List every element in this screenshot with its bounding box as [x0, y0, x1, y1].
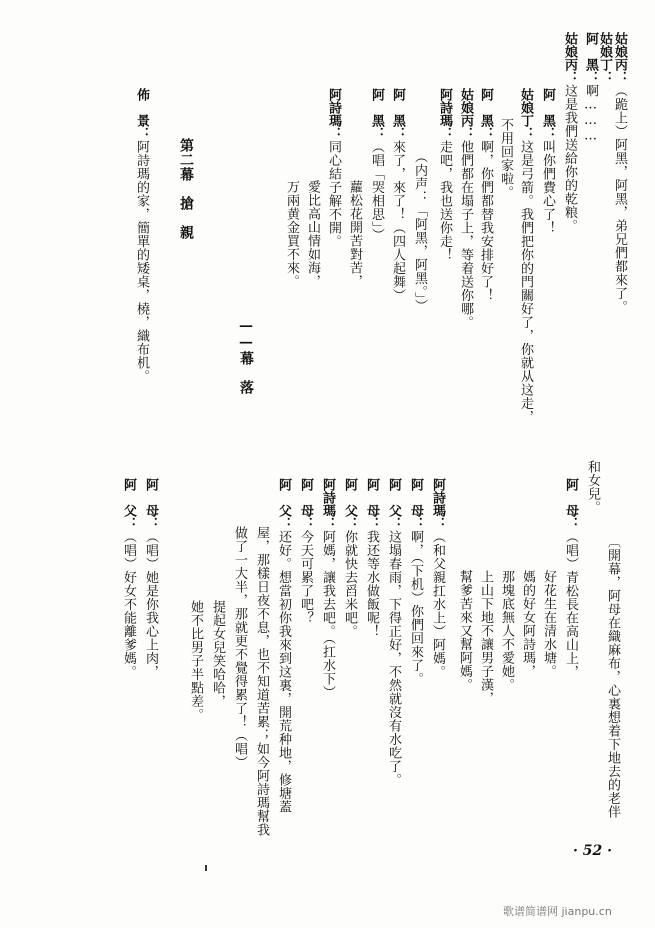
top-line-2: 姑娘丁： — [597, 32, 612, 84]
top-line-15: 阿詩瑪：同心結子解不開。 — [326, 88, 341, 248]
watermark-text: 歌谱简谱网 jianpu.cn — [503, 905, 612, 918]
bottom-line-7: 阿詩瑪：（和父親扛水上）阿媽。 — [430, 478, 445, 679]
bottom-line-1: 阿 母：（唱）青松長在高山上， — [563, 478, 578, 679]
top-line-1: 姑娘丙：（跪上）阿黑，阿黑，弟兄們都來了。 — [612, 32, 627, 314]
bottom-line-16: 做了一大半，那就更不覺得累了！（唱） — [232, 526, 247, 769]
bottom-line-18: 她不比男子半點差。 — [188, 600, 203, 722]
stage-direction-2: 和女兒。 — [585, 460, 600, 514]
bottom-line-9: 阿 父：这塌春雨，下得正好，不然就沒有水吃了。 — [386, 478, 401, 787]
setting-text: 佈 景：阿詩瑪的家，簡單的矮桌，橈，織布机。 — [134, 88, 149, 383]
bottom-line-6: 幫爹苦來又幫阿媽。 — [457, 570, 472, 692]
bottom-line-17: 提起女兒笑哈哈， — [210, 600, 225, 708]
bottom-line-12: 阿詩瑪：阿媽，讓我去吧。（扛水下） — [320, 478, 335, 699]
margin-mark — [205, 865, 207, 871]
bottom-line-10: 阿 母：我还等水做飯呢！ — [364, 478, 379, 638]
bottom-line-5: 上山下地不讓男子漢， — [478, 570, 493, 705]
page-number: · 52 · — [573, 843, 612, 859]
bottom-line-20: 阿 父：（唱）好女不能離爹媽。 — [121, 478, 136, 679]
bottom-line-11: 阿 父：你就快去舀米吧。 — [342, 478, 357, 638]
bottom-line-3: 媽的好女阿詩瑪， — [520, 570, 535, 678]
top-line-8: 阿 黑：啊，你們都替我安排好了！ — [478, 88, 493, 302]
bottom-line-2: 好花生在清水塘。 — [541, 570, 556, 678]
top-line-9: 姑娘丙：他們都在塌子上，等着送你哪。 — [458, 88, 473, 329]
top-line-11: （内声：「阿黑，阿黑。」） — [412, 150, 427, 313]
top-line-3: 阿 黑：啊……… — [583, 32, 598, 144]
bottom-line-4: 那塊底無人不愛她。 — [499, 570, 514, 692]
top-line-13: 阿 黑：（唱「哭相思」） — [369, 88, 384, 242]
top-line-12: 阿 黑：來了，來了！（四人起舞） — [390, 88, 405, 302]
top-line-5: 阿 黑：叫你們費心了！ — [540, 88, 555, 235]
curtain-fall: ——幕 落 — [238, 318, 254, 395]
top-line-14: 蘿松花開苦對苦， — [347, 180, 362, 288]
top-line-6: 姑娘丁：这是弓箭。我們把你的門關好了，你就从这走， — [518, 88, 533, 424]
bottom-line-13: 阿 母：今天可累了吧？ — [298, 478, 313, 625]
top-line-16: 愛比高山情如海， — [305, 180, 320, 288]
top-line-7: 不用回家啦。 — [498, 118, 513, 199]
stage-direction: 〔開幕，阿母在織麻布，心裏想着下地去的老伴 — [605, 535, 620, 819]
top-line-10: 阿詩瑪：走吧，我也送你走！ — [437, 88, 452, 262]
bottom-line-19: 阿 母：（唱）她是你我心上肉， — [143, 478, 158, 679]
bottom-line-8: 阿 母：啊，（下机）你們回來了。 — [408, 478, 423, 686]
act-title: 第二幕 搶 親 — [178, 138, 194, 240]
top-line-4: 姑娘丙：这是我們送給你的乾粮。 — [562, 32, 577, 233]
top-line-17: 万兩黄金買不來。 — [284, 180, 299, 288]
bottom-line-15: 屋，那樣日夜不息，也不知道苦累；如今阿詩瑪幫我 — [254, 526, 269, 837]
bottom-line-14: 阿 父：还好。想當初你我來到这裏，開荒种地，修塘蓋 — [276, 478, 291, 814]
